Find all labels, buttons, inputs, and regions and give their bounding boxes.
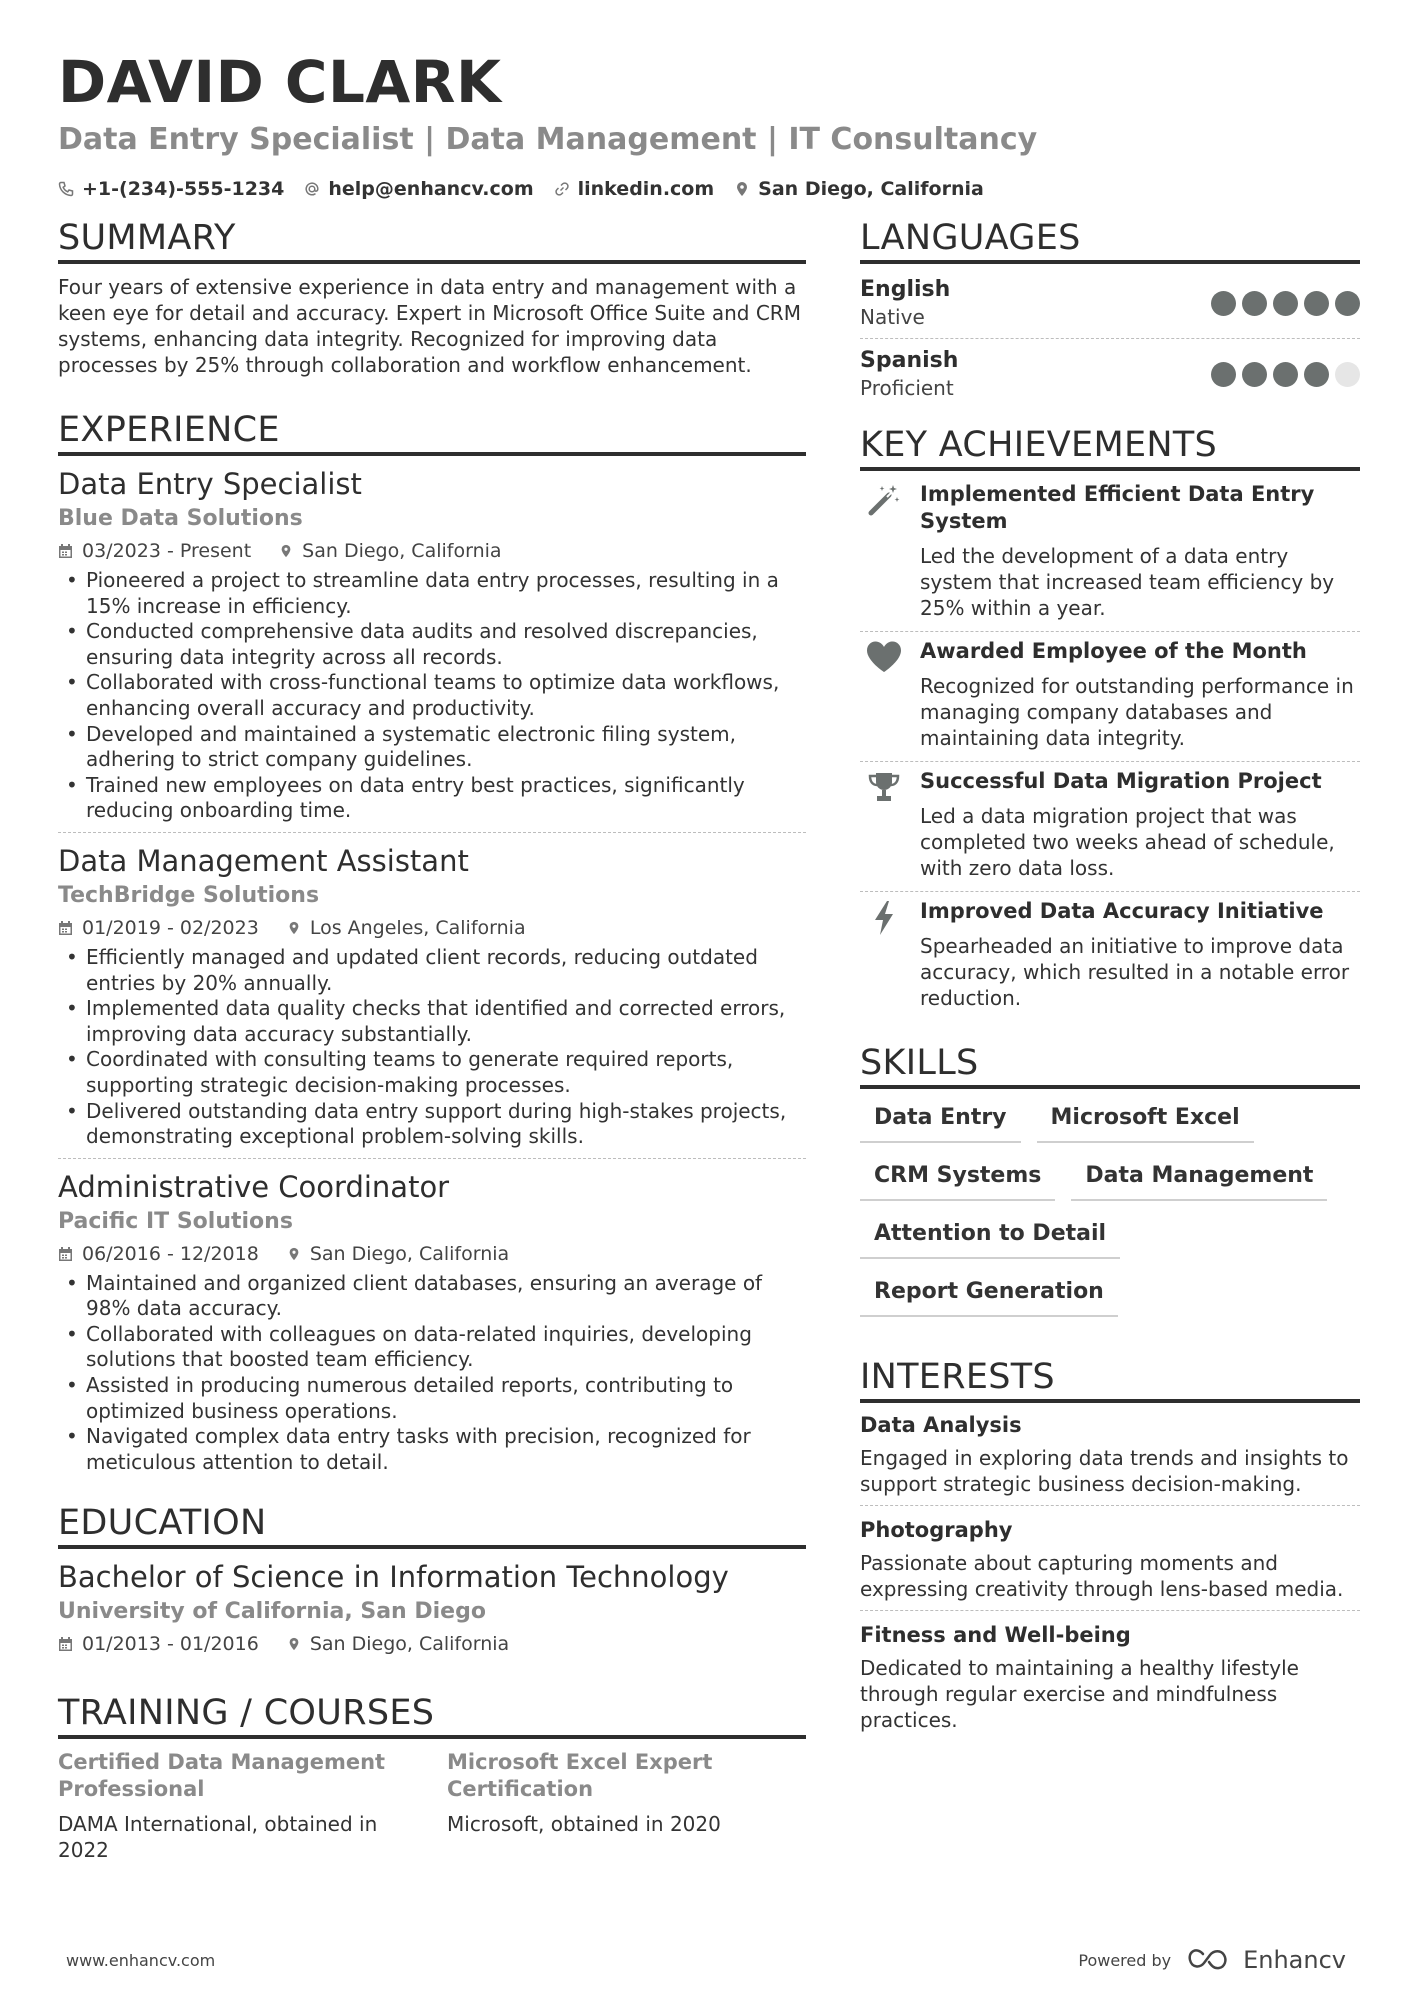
map-pin-icon xyxy=(287,920,301,936)
course-list xyxy=(58,1749,806,1863)
bullet-item: • Efficiently managed and updated client records, reducing outdated entries by 20% annually. xyxy=(58,945,806,996)
summary-heading: SUMMARY xyxy=(58,216,806,264)
achievement-title: Awarded Employee of the Month xyxy=(920,639,1307,663)
language-rating xyxy=(1211,362,1360,387)
skill-tag: Microsoft Excel xyxy=(1037,1103,1254,1143)
location-text: San Diego, California xyxy=(758,178,984,200)
job-location-text: San Diego, California xyxy=(309,1242,510,1265)
course-item xyxy=(58,1749,417,1863)
job-title: Administrative Coordinator xyxy=(58,1169,450,1204)
interest-title: Data Analysis xyxy=(860,1413,1022,1437)
interests-heading: INTERESTS xyxy=(860,1355,1360,1403)
job-location xyxy=(287,915,526,941)
rating-dot-filled xyxy=(1211,362,1236,387)
calendar-icon xyxy=(58,543,73,559)
linkedin-text: linkedin.com xyxy=(577,178,715,200)
job-dates-text: 06/2016 - 12/2018 xyxy=(82,1242,259,1265)
language-level: Native xyxy=(860,305,925,329)
education-section xyxy=(58,1501,806,1657)
achievement-list xyxy=(860,475,1360,1021)
lightning-bolt-icon xyxy=(860,898,908,1011)
achievement-item xyxy=(860,632,1360,762)
course-title: Certified Data Management Professional xyxy=(58,1750,386,1802)
job-bullets xyxy=(58,1271,806,1476)
course-item xyxy=(447,1749,806,1863)
achievement-title: Implemented Efficient Data Entry System xyxy=(920,482,1315,533)
experience-heading: EXPERIENCE xyxy=(58,408,806,456)
achievements-heading: KEY ACHIEVEMENTS xyxy=(860,423,1360,471)
map-pin-icon xyxy=(279,543,293,559)
enhancv-logo-icon xyxy=(1187,1948,1233,1972)
language-list xyxy=(860,274,1360,409)
bullet-item: • Developed and maintained a systematic electronic filing system, adhering to strict company guidelines. xyxy=(58,722,806,773)
achievement-body xyxy=(920,898,1360,1011)
course-title: Microsoft Excel Expert Certification xyxy=(447,1750,713,1802)
right-column xyxy=(860,216,1360,1747)
bullet-item: • Implemented data quality checks that identified and corrected errors, improving data accuracy substantially. xyxy=(58,996,806,1047)
bullet-item: • Navigated complex data entry tasks with precision, recognized for meticulous attention to detail. xyxy=(58,1424,806,1475)
magic-wand-icon xyxy=(860,481,908,621)
job-dates xyxy=(58,538,251,564)
skill-tag: Report Generation xyxy=(860,1277,1118,1317)
achievement-body xyxy=(920,481,1360,621)
map-pin-icon xyxy=(287,1246,301,1262)
summary-text: Four years of extensive experience in data entry and management with a keen eye for detail and accuracy. Expert in Microsoft Office Suite and CRM systems, enhancing data integrity. Recognized for improving data processes by 25% through collaboration and workflow enhancement. xyxy=(58,275,801,377)
education-dates-text: 01/2013 - 01/2016 xyxy=(82,1633,259,1656)
job-entry xyxy=(58,843,806,1159)
job-dates-text: 03/2023 - Present xyxy=(82,540,252,562)
link-icon xyxy=(554,181,570,197)
interest-desc: Engaged in exploring data trends and insights to support strategic business decision-making. xyxy=(860,1446,1349,1496)
calendar-icon xyxy=(58,1636,73,1652)
skill-tag: Data Management xyxy=(1071,1161,1327,1201)
language-item xyxy=(860,274,1360,339)
rating-dot-filled xyxy=(1304,362,1329,387)
rating-dot-filled xyxy=(1242,362,1267,387)
contact-phone[interactable] xyxy=(58,178,284,200)
rating-dot-filled xyxy=(1273,291,1298,316)
trophy-icon xyxy=(860,768,908,881)
education-location xyxy=(287,1631,509,1657)
contact-email[interactable] xyxy=(304,178,533,200)
job-meta xyxy=(58,538,806,564)
bullet-item: • Pioneered a project to streamline data entry processes, resulting in a 15% increase in efficiency. xyxy=(58,568,806,619)
experience-list xyxy=(58,466,806,1483)
education-meta xyxy=(58,1631,806,1657)
job-dates-text: 01/2019 - 02/2023 xyxy=(82,916,259,939)
skill-tag: CRM Systems xyxy=(860,1161,1055,1201)
skill-tag: Data Entry xyxy=(860,1103,1021,1143)
language-level: Proficient xyxy=(860,376,954,400)
achievement-desc: Spearheaded an initiative to improve data accuracy, which resulted in a notable error reduction. xyxy=(920,934,1350,1010)
phone-text: +1-(234)-555-1234 xyxy=(82,178,285,200)
job-location xyxy=(287,1241,509,1267)
interest-title: Fitness and Well-being xyxy=(860,1623,1131,1647)
phone-icon xyxy=(58,181,74,197)
achievement-item xyxy=(860,762,1360,892)
company-name: Blue Data Solutions xyxy=(58,506,303,531)
interest-item xyxy=(860,1512,1360,1611)
candidate-headline: Data Entry Specialist | Data Management | IT Consultancy xyxy=(58,122,1038,157)
job-meta xyxy=(58,915,806,941)
training-section xyxy=(58,1691,806,1863)
achievement-desc: Led a data migration project that was completed two weeks ahead of schedule, with zero data loss. xyxy=(920,804,1335,880)
rating-dot-empty xyxy=(1335,362,1360,387)
rating-dot-filled xyxy=(1211,291,1236,316)
contact-bar xyxy=(58,178,1358,200)
brand-name: Enhancv xyxy=(1243,1946,1346,1974)
brand-logo[interactable] xyxy=(1187,1946,1346,1974)
job-dates xyxy=(58,1241,259,1267)
experience-section xyxy=(58,408,806,1483)
course-desc: DAMA International, obtained in 2022 xyxy=(58,1812,378,1863)
bullet-item: • Collaborated with cross-functional teams to optimize data workflows, enhancing overall accuracy and productivity. xyxy=(58,670,806,721)
achievement-body xyxy=(920,638,1360,751)
interest-title: Photography xyxy=(860,1518,1013,1542)
company-name: Pacific IT Solutions xyxy=(58,1208,293,1234)
rating-dot-filled xyxy=(1273,362,1298,387)
language-name: English xyxy=(860,277,951,302)
calendar-icon xyxy=(58,920,73,936)
training-heading: TRAINING / COURSES xyxy=(58,1691,806,1739)
at-sign-icon xyxy=(304,181,320,197)
skill-tag: Attention to Detail xyxy=(860,1219,1120,1259)
job-location-text: Los Angeles, California xyxy=(309,916,526,939)
job-meta xyxy=(58,1241,806,1267)
achievement-item xyxy=(860,475,1360,632)
contact-linkedin[interactable] xyxy=(554,178,715,200)
map-pin-icon xyxy=(287,1636,301,1652)
interests-section xyxy=(860,1355,1360,1741)
languages-heading: LANGUAGES xyxy=(860,216,1360,264)
rating-dot-filled xyxy=(1335,291,1360,316)
bullet-item: • Collaborated with colleagues on data-related inquiries, developing solutions that boosted team efficiency. xyxy=(58,1322,806,1373)
achievements-section xyxy=(860,423,1360,1021)
language-info xyxy=(860,276,950,330)
candidate-name: DAVID CLARK xyxy=(58,48,502,116)
job-location-text: San Diego, California xyxy=(302,540,502,562)
bullet-item: • Maintained and organized client databases, ensuring an average of 98% data accuracy. xyxy=(58,1271,806,1322)
language-rating xyxy=(1211,291,1360,316)
language-info xyxy=(860,347,958,401)
calendar-icon xyxy=(58,1246,73,1262)
skill-list xyxy=(860,1103,1360,1317)
interest-desc: Dedicated to maintaining a healthy lifestyle through regular exercise and mindfulness practices. xyxy=(860,1656,1299,1732)
skills-section xyxy=(860,1041,1360,1317)
education-heading: EDUCATION xyxy=(58,1501,806,1549)
left-column xyxy=(58,216,806,1863)
rating-dot-filled xyxy=(1304,291,1329,316)
education-dates xyxy=(58,1631,259,1657)
job-title: Data Entry Specialist xyxy=(58,467,362,501)
degree-title: Bachelor of Science in Information Technology xyxy=(58,1560,729,1595)
bullet-item: • Coordinated with consulting teams to generate required reports, supporting strategic decision-making processes. xyxy=(58,1047,806,1098)
achievement-body xyxy=(920,768,1360,881)
school-name: University of California, San Diego xyxy=(58,1599,486,1625)
language-item xyxy=(860,345,1360,409)
page-footer xyxy=(66,1946,1346,1974)
bullet-item: • Assisted in producing numerous detailed reports, contributing to optimized business operations. xyxy=(58,1373,806,1424)
powered-by-label: Powered by xyxy=(1078,1950,1172,1970)
contact-location xyxy=(734,178,984,200)
resume-header xyxy=(58,44,1358,200)
powered-by xyxy=(1078,1946,1346,1974)
map-pin-icon xyxy=(734,181,750,197)
bullet-item: • Delivered outstanding data entry support during high-stakes projects, demonstrating exceptional problem-solving skills. xyxy=(58,1099,806,1150)
education-location-text: San Diego, California xyxy=(309,1633,510,1656)
course-desc: Microsoft, obtained in 2020 xyxy=(447,1812,721,1837)
interest-item xyxy=(860,1617,1360,1741)
job-dates xyxy=(58,915,259,941)
footer-website[interactable]: www.enhancv.com xyxy=(66,1950,216,1970)
bullet-item: • Trained new employees on data entry best practices, significantly reducing onboarding time. xyxy=(58,773,806,824)
job-location xyxy=(279,538,501,564)
job-entry xyxy=(58,1169,806,1484)
bullet-item: • Conducted comprehensive data audits and resolved discrepancies, ensuring data integrity across all records. xyxy=(58,619,806,670)
language-name: Spanish xyxy=(860,348,959,373)
email-text: help@enhancv.com xyxy=(328,178,534,200)
interest-list xyxy=(860,1407,1360,1741)
skills-heading: SKILLS xyxy=(860,1041,1360,1089)
job-bullets xyxy=(58,568,806,824)
job-entry xyxy=(58,466,806,833)
achievement-desc: Led the development of a data entry system that increased team efficiency by 25% within a year. xyxy=(920,544,1335,620)
rating-dot-filled xyxy=(1242,291,1267,316)
achievement-item xyxy=(860,892,1360,1021)
job-title: Data Management Assistant xyxy=(58,843,469,878)
achievement-desc: Recognized for outstanding performance in managing company databases and maintaining data integrity. xyxy=(920,674,1354,750)
interest-item xyxy=(860,1407,1360,1506)
company-name: TechBridge Solutions xyxy=(58,882,320,908)
heart-icon xyxy=(860,638,908,751)
interest-desc: Passionate about capturing moments and expressing creativity through lens-based media. xyxy=(860,1551,1344,1601)
achievement-title: Improved Data Accuracy Initiative xyxy=(920,899,1324,923)
job-bullets xyxy=(58,945,806,1150)
achievement-title: Successful Data Migration Project xyxy=(920,769,1322,793)
summary-section xyxy=(58,216,806,378)
languages-section xyxy=(860,216,1360,409)
